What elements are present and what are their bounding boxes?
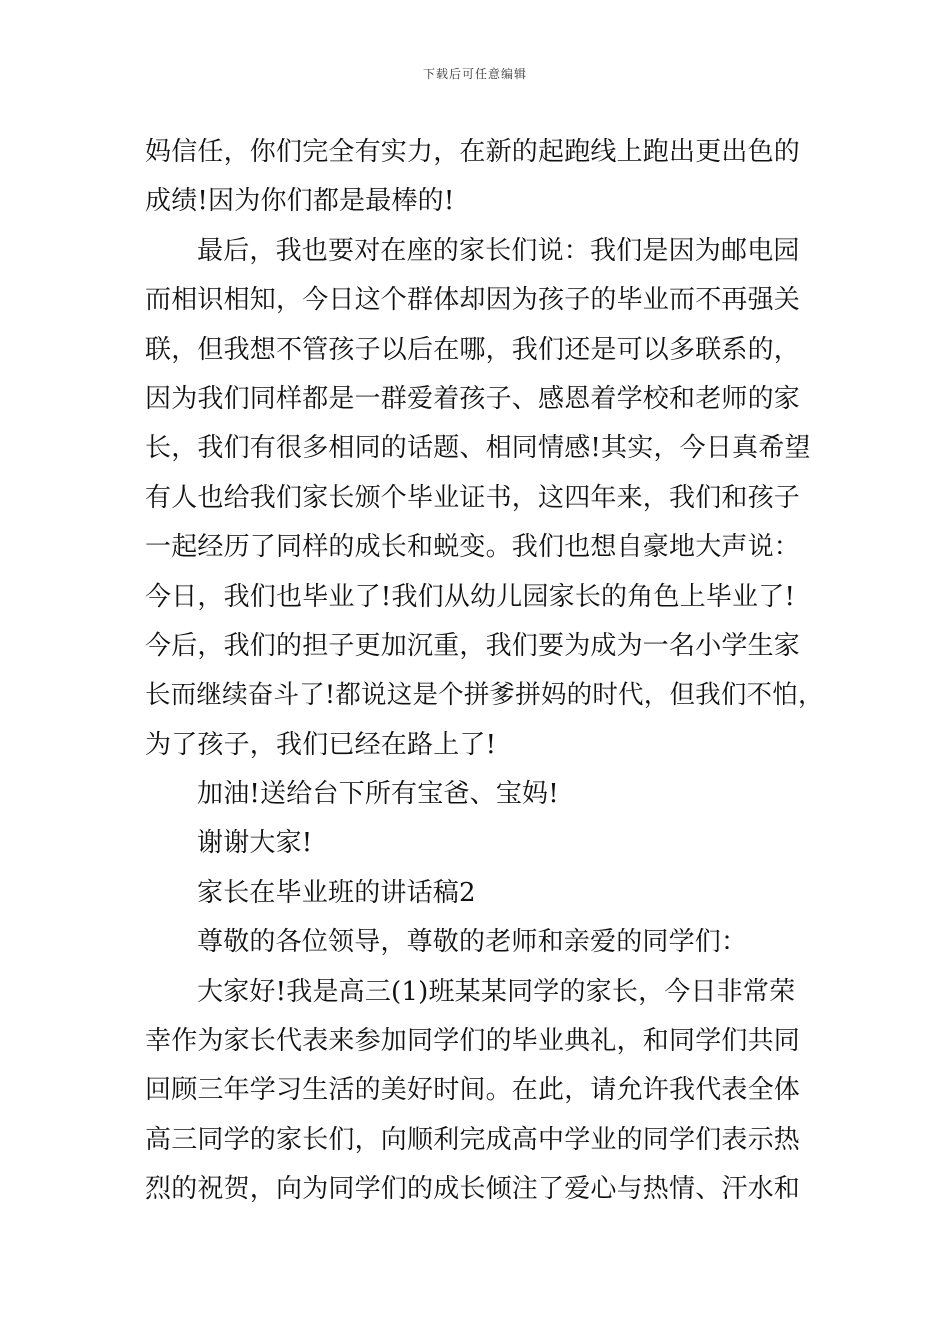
text-line: 今日，我们也毕业了!我们从幼儿园家长的角色上毕业了! bbox=[145, 581, 796, 612]
text-line: 因为我们同样都是一群爱着孩子、感恩着学校和老师的家 bbox=[145, 383, 801, 414]
text-line: 今后，我们的担子更加沉重，我们要为成为一名小学生家 bbox=[145, 630, 801, 661]
text-line: 高三同学的家长们，向顺利完成高中学业的同学们表示热 bbox=[145, 1124, 801, 1155]
text-line: 回顾三年学习生活的美好时间。在此，请允许我代表全体 bbox=[145, 1075, 801, 1106]
text-line: 最后，我也要对在座的家长们说：我们是因为邮电园 bbox=[197, 235, 800, 266]
text-line: 大家好!我是高三(1)班某某同学的家长，今日非常荣 bbox=[197, 976, 796, 1007]
text-line: 联，但我想不管孩子以后在哪，我们还是可以多联系的， bbox=[145, 334, 801, 365]
text-line: 幸作为家长代表来参加同学们的毕业典礼，和同学们共同 bbox=[145, 1026, 801, 1057]
page-header-note: 下载后可任意编辑 bbox=[422, 67, 527, 81]
text-line: 谢谢大家! bbox=[197, 828, 313, 859]
text-line: 一起经历了同样的成长和蜕变。我们也想自豪地大声说： bbox=[145, 532, 801, 563]
text-line: 妈信任，你们完全有实力，在新的起跑线上跑出更出色的 bbox=[145, 137, 801, 167]
text-line: 加油!送给台下所有宝爸、宝妈! bbox=[197, 779, 559, 810]
text-line: 而相识相知，今日这个群体却因为孩子的毕业而不再强关 bbox=[145, 285, 801, 316]
text-line: 长，我们有很多相同的话题、相同情感!其实，今日真希望 bbox=[145, 433, 811, 464]
text-line: 有人也给我们家长颁个毕业证书，这四年来，我们和孩子 bbox=[145, 482, 801, 513]
text-line: 成绩!因为你们都是最棒的! bbox=[145, 186, 455, 217]
text-line: 家长在毕业班的讲话稿2 bbox=[197, 877, 476, 908]
text-line: 烈的祝贺，向为同学们的成长倾注了爱心与热情、汗水和 bbox=[145, 1174, 801, 1205]
document-body bbox=[145, 128, 835, 1215]
text-line: 尊敬的各位领导，尊敬的老师和亲爱的同学们： bbox=[197, 927, 748, 958]
text-line: 长而继续奋斗了!都说这是个拼爹拼妈的时代，但我们不怕， bbox=[145, 680, 824, 711]
text-line: 为了孩子，我们已经在路上了! bbox=[145, 729, 497, 760]
